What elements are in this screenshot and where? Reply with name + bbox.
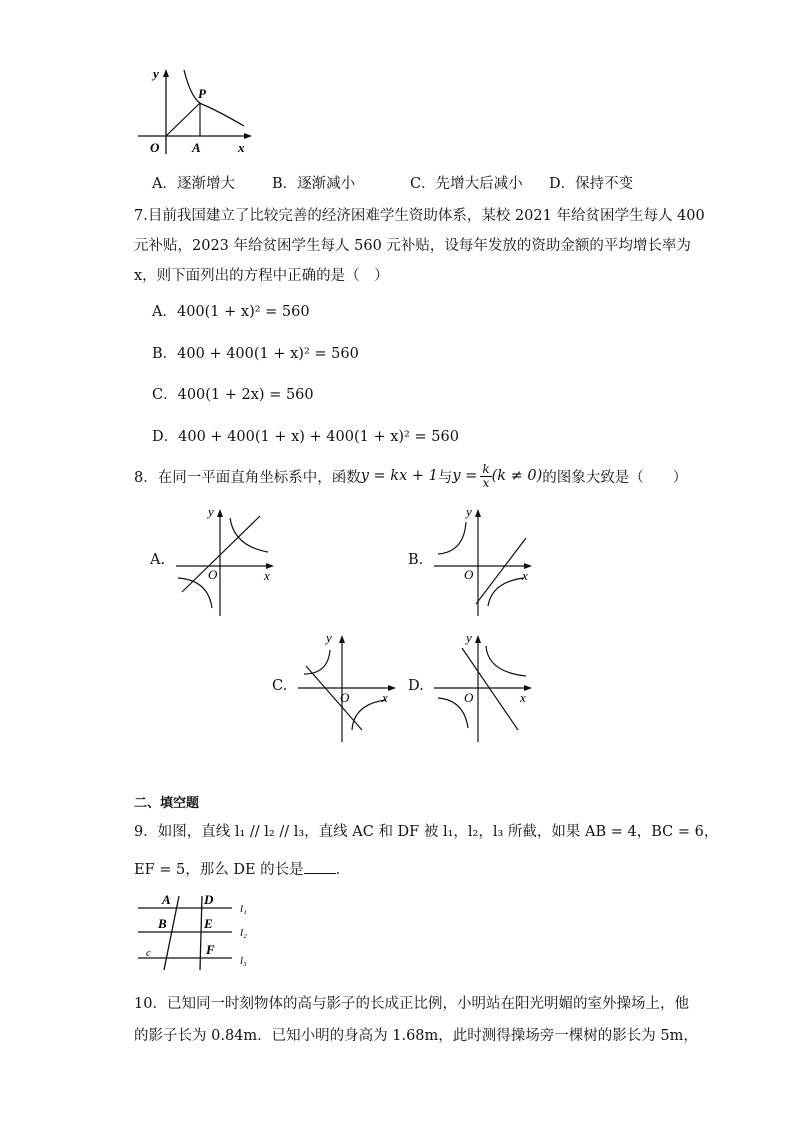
q8-f2-lhs: y = — [452, 468, 478, 484]
q8-graph-c — [290, 626, 410, 746]
graph-d-y: y — [466, 630, 472, 645]
fig6-x-label: x — [238, 140, 245, 155]
q9-fig-label-d: D — [204, 892, 214, 907]
graph-d-x: x — [520, 690, 526, 705]
q9-fig-label-e: E — [204, 916, 213, 931]
q9-line-1: 9．如图，直线 l₁ // l₂ // l₃，直线 AC 和 DF 被 l₁，l₂，l₃ 所截，如果 AB = 4，BC = 6， — [134, 824, 719, 840]
graph-c-o: O — [340, 690, 350, 705]
q9-line-2-end: ． — [335, 862, 351, 878]
q8-suffix: 的图象大致是（ ） — [542, 469, 688, 486]
q6-option-b: B．逐渐减小 — [272, 176, 356, 192]
section-title-fill-in: 二、填空题 — [134, 796, 200, 811]
q6-option-a: A．逐渐增大 — [152, 176, 235, 192]
q8-fraction-denominator: x — [482, 475, 490, 490]
q8-label-b: B. — [408, 552, 424, 568]
graph-d-o: O — [464, 690, 474, 705]
q10-line-2: 的影子长为 0.84m．已知小明的身高为 1.68m，此时测得操场旁一棵树的影长为 5m， — [134, 1028, 698, 1044]
q8-label-c: C. — [272, 678, 288, 694]
q8-condition: (k ≠ 0) — [491, 468, 543, 484]
q9-line-2-text: EF = 5，那么 DE 的长是 — [134, 862, 304, 878]
q7-option-a: A．400(1 + x)² = 560 — [152, 304, 310, 320]
fig6-a-label: A — [192, 140, 201, 155]
q7-option-b: B．400 + 400(1 + x)² = 560 — [152, 346, 359, 362]
q10-line-1: 10．已知同一时刻物体的高与影子的长成正比例，小明站在阳光明媚的室外操场上，他 — [134, 996, 689, 1012]
graph-a-x: x — [264, 568, 270, 583]
graph-c-y: y — [326, 630, 332, 645]
q7-option-c: C．400(1 + 2x) = 560 — [152, 387, 314, 403]
q9-line-2 — [134, 858, 350, 879]
q6-option-d: D．保持不变 — [549, 176, 634, 192]
fig6-o-label: O — [150, 140, 160, 155]
q9-fig-label-l3: l₃ — [240, 955, 247, 967]
graph-b-o: O — [464, 567, 474, 582]
graph-c-x: x — [382, 690, 388, 705]
q9-fig-label-a: A — [162, 892, 171, 907]
fig6-y-label: y — [153, 66, 159, 81]
q7-line-1: 7.目前我国建立了比较完善的经济困难学生资助体系，某校 2021 年给贫困学生每人 400 — [134, 208, 705, 224]
q8-graph-b — [426, 500, 546, 620]
q7-option-d: D．400 + 400(1 + x) + 400(1 + x)² = 560 — [152, 429, 459, 445]
graph-a-o: O — [208, 567, 218, 582]
q9-answer-blank[interactable] — [304, 861, 336, 874]
q8-stem — [134, 458, 687, 494]
q6-option-c: C．先增大后减小 — [410, 176, 523, 192]
q9-fig-label-b: B — [158, 916, 167, 931]
graph-b-x: x — [522, 568, 528, 583]
q8-graph-a — [168, 500, 288, 620]
q8-fraction — [480, 463, 491, 490]
q9-fig-label-l1: l₁ — [240, 903, 247, 915]
q8-fraction-numerator: k — [482, 461, 490, 476]
q7-line-3: x，则下面列出的方程中正确的是（ ） — [134, 268, 389, 284]
q9-fig-label-f: F — [206, 942, 215, 957]
q8-linear-function: y = kx + 1 — [360, 468, 438, 484]
q8-mid: 与 — [437, 469, 453, 486]
q9-fig-label-c: c — [146, 947, 151, 959]
graph-a-y: y — [208, 504, 214, 519]
fig6-p-label: P — [198, 86, 206, 101]
graph-b-y: y — [466, 504, 472, 519]
q8-label-a: A. — [150, 552, 166, 568]
q9-figure — [136, 890, 266, 976]
q6-figure — [130, 60, 260, 160]
q8-prefix: 8．在同一平面直角坐标系中，函数 — [134, 469, 361, 486]
q9-fig-label-l2: l₂ — [240, 927, 247, 939]
q7-line-2: 元补贴，2023 年给贫困学生每人 560 元补贴，设每年发放的资助金额的平均增长率为 — [134, 238, 691, 254]
q8-label-d: D. — [408, 678, 424, 694]
q8-graph-d — [426, 626, 546, 746]
